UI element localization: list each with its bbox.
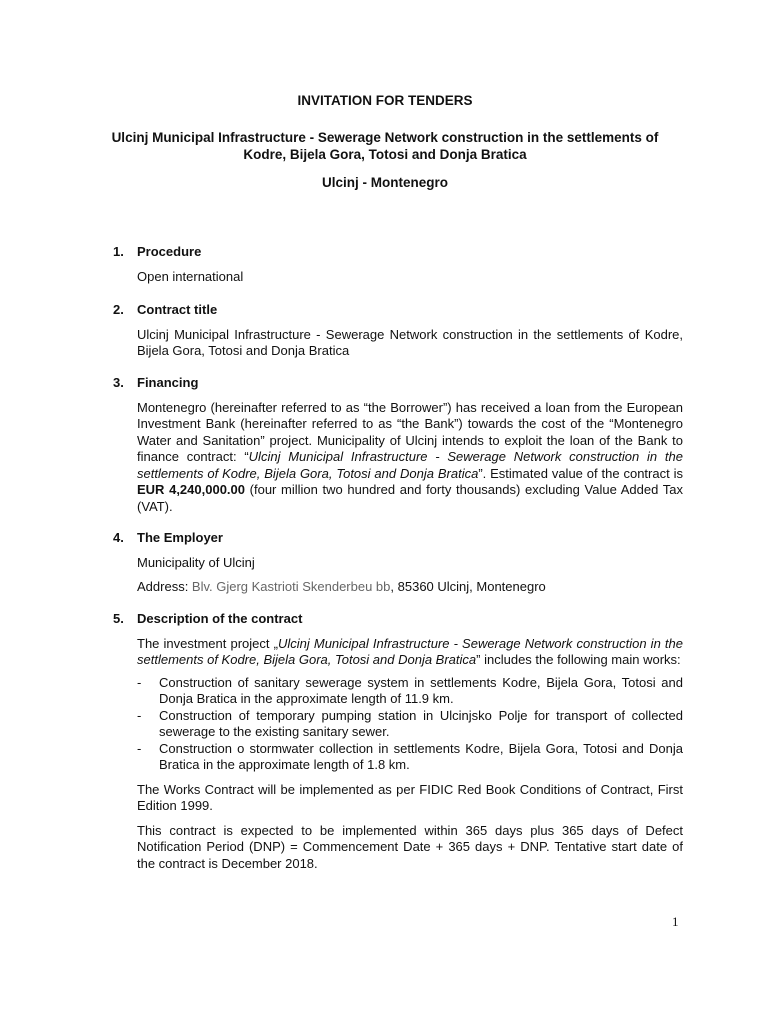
section-heading bbox=[113, 302, 683, 319]
description-intro: The investment project „Ulcinj Municipal Infrastructure - Sewerage Network construction in the settlements of Kodre, Bijela Gora, Totosi and Donja Bratica” includes the following main works: bbox=[137, 635, 683, 667]
duration-text: This contract is expected to be implemented within 365 days plus 365 days of Defect Notification Period (DNP) = Commencement Date + 365 days + DNP. Tentative start date of the contract is December 2018. bbox=[137, 822, 683, 871]
section-number: 3. bbox=[113, 375, 124, 390]
section-procedure bbox=[113, 244, 683, 293]
list-item: - Construction o stormwater collection in settlements Kodre, Bijela Gora, Totosi and Donja Bratica in the approximate length of 1.8 km. bbox=[137, 740, 683, 772]
section-number: 4. bbox=[113, 530, 124, 545]
section-title: Financing bbox=[137, 375, 199, 390]
section-description bbox=[113, 611, 683, 880]
employer-address: Address: Blv. Gjerg Kastrioti Skenderbeu bb, 85360 Ulcinj, Montenegro bbox=[137, 579, 546, 594]
fidic-text: The Works Contract will be implemented as per FIDIC Red Book Conditions of Contract, First Edition 1999. bbox=[137, 781, 683, 813]
section-number: 5. bbox=[113, 611, 124, 626]
page-number: 1 bbox=[672, 914, 679, 929]
section-title: The Employer bbox=[137, 530, 223, 545]
address-street: Blv. Gjerg Kastrioti Skenderbeu bb bbox=[191, 579, 391, 594]
financing-text: Montenegro (hereinafter referred to as “the Borrower”) has received a loan from the European Investment Bank (hereinafter referred to as “the Bank”) towards the cost of the “Montenegro Water and Sanitation” project. Municipality of Ulcinj intends to exploit the loan of the Bank to finance contract: “Ulcinj Municipal Infrastructure - Sewerage Network construction in the settlements of Kodre, Bijela Gora, Totosi and Donja Bratica”. Estimated value of the contract is EUR 4,240,000.00 (four million two hundred and forty thousands) excluding Value Added Tax (VAT). bbox=[137, 399, 683, 514]
contract-title-text: Ulcinj Municipal Infrastructure - Sewerage Network construction in the settlements of Kodre, Bijela Gora, Totosi and Donja Bratica bbox=[137, 326, 683, 358]
section-employer bbox=[113, 530, 683, 604]
section-heading bbox=[113, 611, 683, 628]
page-location: Ulcinj - Montenegro bbox=[322, 175, 448, 190]
section-contract-title bbox=[113, 302, 683, 368]
list-item: - Construction of temporary pumping station in Ulcinjsko Polje for transport of collected sewerage to the existing sanitary sewer. bbox=[137, 707, 683, 739]
page-subtitle: Ulcinj Municipal Infrastructure - Sewerage Network construction in the settlements of Kodre, Bijela Gora, Totosi and Donja Bratica bbox=[111, 130, 659, 162]
list-item: - Construction of sanitary sewerage system in settlements Kodre, Bijela Gora, Totosi and Donja Bratica in the approximate length of 11.9 km. bbox=[137, 674, 683, 706]
section-heading bbox=[113, 244, 683, 261]
page-title: INVITATION FOR TENDERS bbox=[297, 93, 473, 108]
project-name-italic: Ulcinj Municipal Infrastructure - Sewerage Network construction in the settlements of Kodre, Bijela Gora, Totosi and Donja Bratica bbox=[137, 449, 683, 481]
employer-name: Municipality of Ulcinj bbox=[137, 554, 255, 570]
works-list bbox=[137, 675, 683, 774]
project-name-italic: Ulcinj Municipal Infrastructure - Sewerage Network construction in the settlements of Kodre, Bijela Gora, Totosi and Donja Bratica bbox=[137, 635, 683, 667]
section-heading bbox=[113, 530, 683, 547]
section-title: Description of the contract bbox=[137, 611, 303, 626]
section-financing bbox=[113, 375, 683, 523]
section-number: 2. bbox=[113, 302, 124, 317]
contract-value: EUR 4,240,000.00 bbox=[137, 482, 245, 497]
section-title: Contract title bbox=[137, 302, 218, 317]
section-heading bbox=[113, 375, 683, 392]
section-number: 1. bbox=[113, 244, 124, 259]
procedure-text: Open international bbox=[137, 268, 244, 284]
section-title: Procedure bbox=[137, 244, 202, 259]
